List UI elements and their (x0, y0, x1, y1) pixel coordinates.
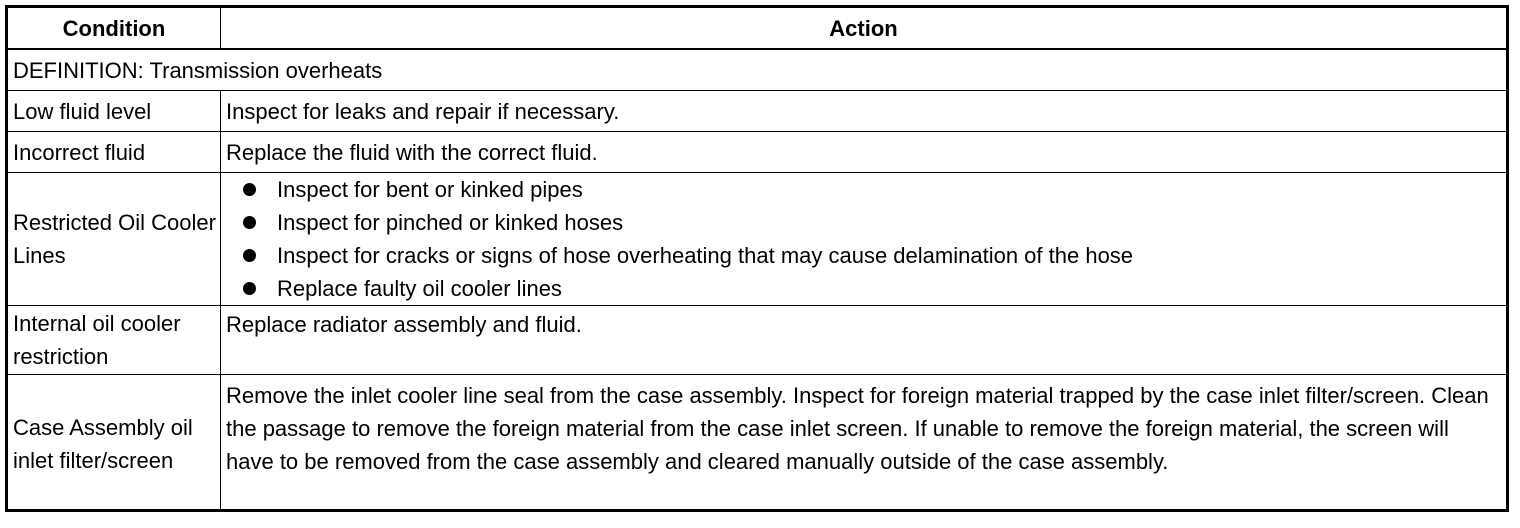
action-cell: Replace radiator assembly and fluid. (221, 306, 1508, 375)
bullet-icon (243, 183, 256, 196)
action-header: Action (221, 7, 1508, 50)
action-paragraph: Remove the inlet cooler line seal from the case assembly. Inspect for foreign material trapped by the case inlet filter/screen. Clean the passage to remove the foreign material from the case inlet screen. If unable to remove the foreign material, the screen will have to be removed from the case assembly and cleared manually outside of the case assembly. (226, 383, 1489, 474)
condition-cell: Restricted Oil Cooler Lines (7, 173, 221, 306)
diagnostic-table (5, 5, 1509, 512)
bullet-icon (243, 282, 256, 295)
condition-cell: Internal oil cooler restriction (7, 306, 221, 375)
action-cell (221, 375, 1508, 511)
bullet-item (243, 272, 1506, 305)
bullet-item (243, 206, 1506, 239)
table-row (7, 132, 1508, 173)
action-cell (221, 173, 1508, 306)
bullet-text: Replace faulty oil cooler lines (277, 276, 562, 301)
action-cell: Replace the fluid with the correct fluid. (221, 132, 1508, 173)
definition-row (7, 49, 1508, 91)
table-row (7, 91, 1508, 132)
condition-cell: Low fluid level (7, 91, 221, 132)
definition-text: DEFINITION: Transmission overheats (7, 49, 1508, 91)
table-row (7, 306, 1508, 375)
action-bullet-list (226, 173, 1506, 305)
bullet-item (243, 239, 1506, 272)
table-row (7, 173, 1508, 306)
condition-header: Condition (7, 7, 221, 50)
header-row (7, 7, 1508, 50)
condition-cell: Incorrect fluid (7, 132, 221, 173)
condition-cell: Case Assembly oil inlet filter/screen (7, 375, 221, 511)
bullet-text: Inspect for cracks or signs of hose overheating that may cause delamination of the hose (277, 243, 1134, 268)
table-row (7, 375, 1508, 511)
action-cell: Inspect for leaks and repair if necessary. (221, 91, 1508, 132)
bullet-icon (243, 216, 256, 229)
bullet-text: Inspect for bent or kinked pipes (277, 177, 583, 202)
bullet-icon (243, 249, 256, 262)
bullet-item (243, 173, 1506, 206)
bullet-text: Inspect for pinched or kinked hoses (277, 210, 624, 235)
